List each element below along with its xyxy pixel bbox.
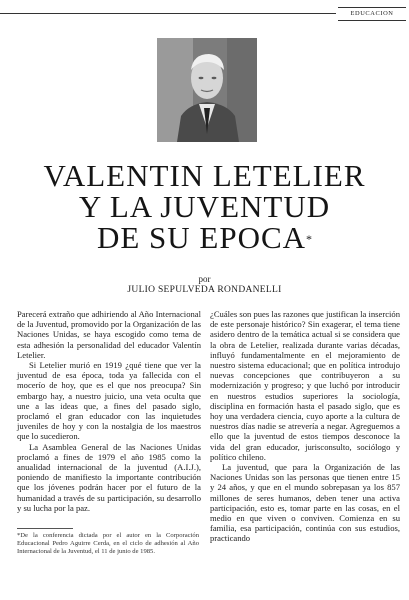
title-line xyxy=(0,222,409,253)
paragraph: Parecerá extraño que adhiriendo al Año Internacional de la Juventud, promovido por la Organización de las Naciones Unidas, se haya escogido como tema de esta adhesión la personalidad del educador Valentín Letelier. xyxy=(17,309,201,360)
title-line: VALENTIN LETELIER xyxy=(43,158,366,193)
footnote: *De la conferencia dictada por el autor en la Corporación Educacional Pedro Aguirre Cerda, en el ciclo de adhesión al Año Internacional de la Juventud, el 11 de junio de 1985. xyxy=(17,532,199,556)
paragraph: La juventud, que para la Organización de las Naciones Unidas son las personas que tienen entre 15 y 24 años, y que en el mundo sobrepasan ya los 857 millones de seres humanos, deben tener una activa participación, esto es, tomar parte en las cosas, en el medio en que viven o conviven. Comienza en su familia, esa participación, continúa con sus estudios, practicando xyxy=(210,462,400,544)
paragraph: La Asamblea General de las Naciones Unidas proclamó a fines de 1979 el año 1985 como la anualidad internacional de la juventud (A.I.J.), poniendo de manifiesto la importante contribución que los jóvenes podrán hacer por el futuro de la humanidad a través de su participación, su desarrollo y su lucha por la paz. xyxy=(17,441,201,513)
author-name: JULIO SEPULVEDA RONDANELLI xyxy=(127,285,282,295)
title-footnote-mark: * xyxy=(306,232,313,246)
right-column xyxy=(210,309,400,544)
title-line-text: DE SU EPOCA xyxy=(96,220,307,255)
title-line: Y LA JUVENTUD xyxy=(78,189,331,224)
article-title xyxy=(0,160,409,253)
footnote-rule xyxy=(17,528,73,529)
left-column xyxy=(17,309,201,513)
section-label: EDUCACION xyxy=(338,7,406,21)
portrait-photo-icon xyxy=(157,38,257,142)
byline-prefix: por xyxy=(198,274,211,284)
paragraph: Si Letelier murió en 1919 ¿qué tiene que ver la juventud de esa época, toda ya fallecida con el mocerío de hoy, que es el que nos preocupa? Sin embargo hay, a nuestro juicio, una veta oculta que une a las ideas que, a fines del pasado siglo, proclamó el gran educador con las inquietudes juveniles de hoy y con la nostalgia de los maestros que lo sucedieron. xyxy=(17,360,201,442)
header-rule xyxy=(0,13,336,14)
paragraph: ¿Cuáles son pues las razones que justifican la inserción de este personaje histórico? Sin exagerar, el tema tiene asidero dentro de la temática actual si se considera que la obra de Letelier, realizada durante varias décadas, influyó fundamentalmente en el mejoramiento de nuestro sistema educacional; que en política introdujo nuevas concepciones que contribuyeron a su modernización y progreso; y que luchó por introducir en nuestros estudios superiores la sociología, disciplina en formación hasta el pasado siglo, que es hoy una verdadera ciencia, cuyo aporte a la cultura de nuestros días nadie se atrevería a negar. Agreguemos a ello que la juventud de estos tiempos desconoce la vida del gran educador, jurisconsulto, sociólogo y político chileno. xyxy=(210,309,400,462)
author-photo xyxy=(157,38,257,142)
